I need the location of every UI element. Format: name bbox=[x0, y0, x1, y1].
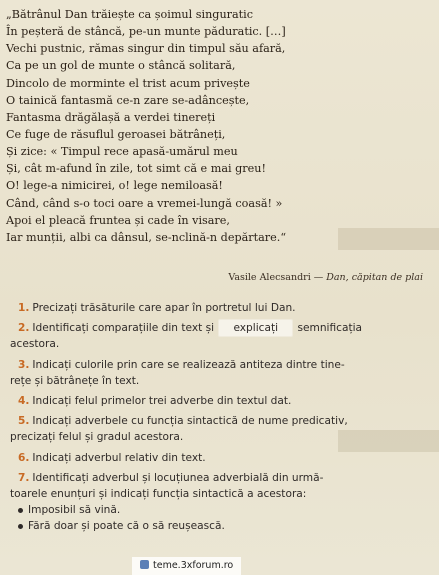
question-continuation: rețe și bătrânețe în text. bbox=[10, 374, 140, 387]
poem-line: În peșteră de stâncă, pe-un munte păduratic. […] bbox=[6, 25, 286, 39]
example-list bbox=[18, 502, 425, 534]
question-number: 6. bbox=[18, 451, 30, 464]
question-number: 1. bbox=[18, 302, 30, 314]
poem-line: Vechi pustnic, rămas singur din timpul său afară, bbox=[6, 42, 286, 56]
poem-line: O tainică fantasmă ce-n zare se-adâncește, bbox=[6, 93, 250, 107]
poem-line: Și, cât m-afund în zile, tot simt că e mai greu! bbox=[6, 162, 266, 176]
question-text: Identificați adverbul și locuțiunea adverbială din urmă- bbox=[32, 471, 324, 484]
question-2 bbox=[10, 320, 425, 352]
question-number: 2. bbox=[18, 322, 30, 335]
poem-source bbox=[228, 272, 423, 283]
site-watermark[interactable] bbox=[132, 557, 241, 575]
poem-line: Când, când s-o toci oare a vremei-lungă coasă! » bbox=[6, 196, 283, 210]
question-1 bbox=[10, 300, 425, 316]
question-3 bbox=[10, 357, 425, 389]
question-text: Indicați felul primelor trei adverbe din textul dat. bbox=[32, 395, 292, 408]
question-text: semnificația bbox=[294, 322, 363, 335]
poem-work: Dan, căpitan de plai bbox=[326, 272, 423, 283]
poem-line: Ca pe un gol de munte o stâncă solitară, bbox=[6, 59, 236, 73]
watermark-text: teme.3xforum.ro bbox=[153, 560, 234, 571]
question-continuation: precizați felul și gradul acestora. bbox=[10, 431, 184, 444]
poem bbox=[6, 6, 336, 246]
example-item: Fără doar și poate că o să reușească. bbox=[18, 518, 425, 534]
side-band bbox=[338, 228, 439, 250]
poem-line: O! lege-a nimicirei, o! lege nemiloasă! bbox=[6, 179, 223, 193]
site-icon bbox=[140, 560, 149, 569]
question-number: 3. bbox=[18, 358, 30, 371]
question-text: Precizați trăsăturile care apar în portretul lui Dan. bbox=[32, 302, 296, 314]
question-7 bbox=[10, 470, 425, 535]
question-text: Indicați culorile prin care se realizează antiteza dintre tine- bbox=[32, 358, 345, 371]
poem-line: „Bătrânul Dan trăiește ca șoimul singuratic bbox=[6, 8, 254, 21]
highlighted-word: explicați bbox=[219, 320, 292, 336]
question-4 bbox=[10, 393, 425, 409]
question-6 bbox=[10, 450, 425, 466]
poem-line: Ce fuge de răsuflul geroasei bătrâneți, bbox=[6, 127, 226, 141]
question-number: 5. bbox=[18, 415, 30, 428]
poem-line: Iar munții, albi ca dânsul, se-nclină-n depărtare.“ bbox=[6, 230, 287, 244]
question-text: Indicați adverbul relativ din text. bbox=[32, 451, 206, 464]
example-item: Imposibil să vină. bbox=[18, 502, 425, 518]
question-continuation: acestora. bbox=[10, 338, 60, 351]
question-5 bbox=[10, 413, 425, 445]
question-number: 4. bbox=[18, 395, 30, 408]
poem-line: Și zice: « Timpul rece apasă-umărul meu bbox=[6, 145, 238, 159]
poem-line: Dincolo de morminte el trist acum privește bbox=[6, 76, 250, 90]
poem-line: Fantasma drăgălașă a verdei tinereți bbox=[6, 110, 216, 124]
question-number: 7. bbox=[18, 471, 30, 484]
questions-list bbox=[10, 300, 425, 539]
question-continuation: toarele enunțuri și indicați funcția sintactică a acestora: bbox=[10, 488, 307, 501]
poem-author: Vasile Alecsandri — bbox=[228, 272, 327, 283]
question-text: Identificați comparațiile din text și bbox=[32, 322, 218, 335]
poem-line: Apoi el pleacă fruntea și cade în visare, bbox=[6, 213, 230, 227]
question-text: Indicați adverbele cu funcția sintactică de nume predicativ, bbox=[32, 415, 348, 428]
